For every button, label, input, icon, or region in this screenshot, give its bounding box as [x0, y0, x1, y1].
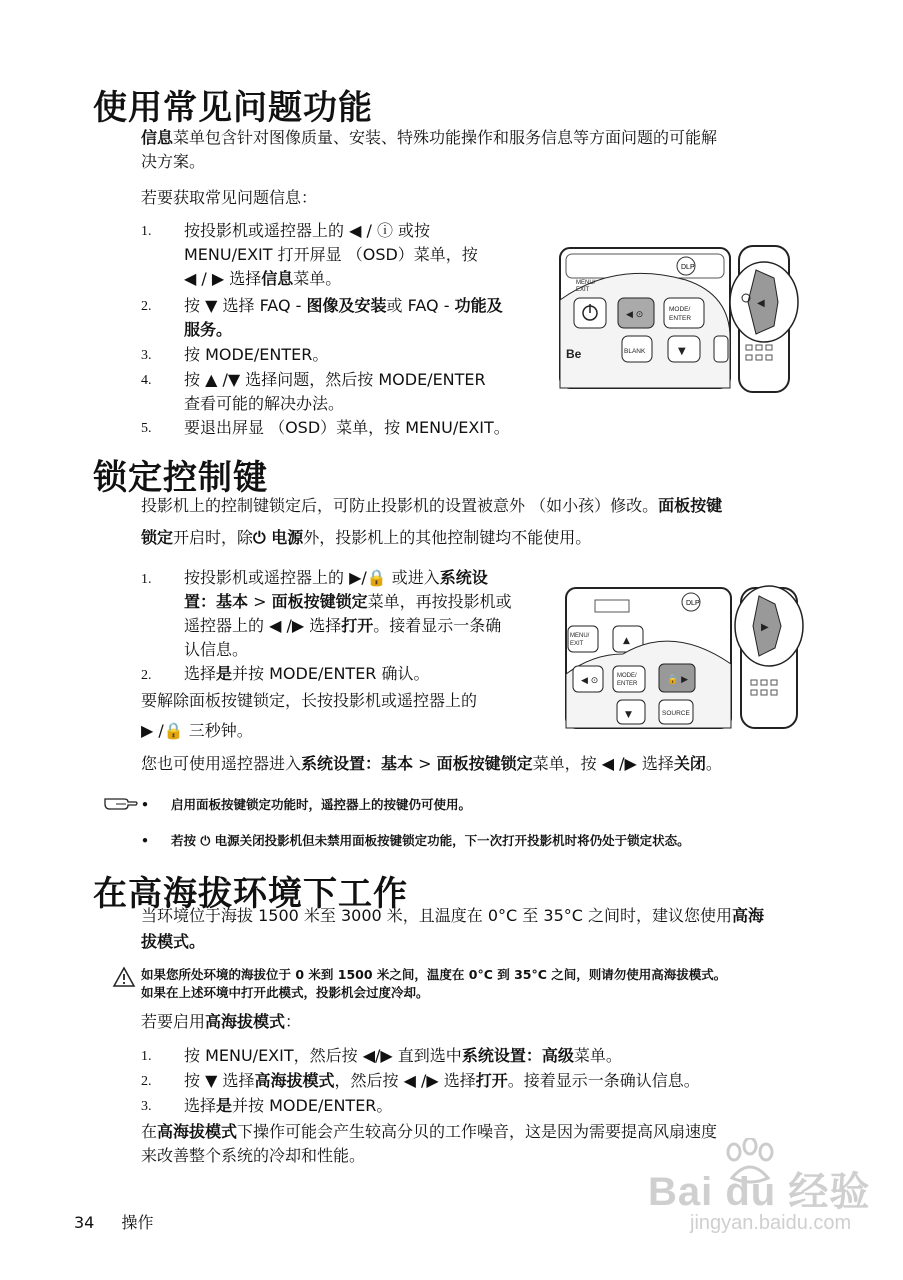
projector-panel-figure-2 — [563, 584, 813, 734]
footer-label: 操作 — [121, 1213, 154, 1232]
step-number: 1. — [141, 1049, 152, 1064]
remote-unlock-text: 您也可使用遥控器进入系统设置：基本 > 面板按键锁定菜单，按 ◀ /▶ 选择关闭。 — [141, 754, 722, 773]
lock-step-2: 选择是并按 MODE/ENTER 确认。 — [184, 664, 430, 683]
altitude-closing: 在高海拔模式下操作可能会产生较高分贝的工作噪音，这是因为需要提高风扇速度 来改善整个系统的冷却和性能。 — [141, 1122, 718, 1165]
step-number: 3. — [141, 1099, 152, 1114]
faq-step-5: 要退出屏显 （OSD）菜单，按 MENU/EXIT。 — [184, 418, 510, 437]
altitude-warning: 如果您所处环境的海拔位于 0 米到 1500 米之间，温度在 0°C 到 35°C 之间，则请勿使用高海拔模式。 如果在上述环境中打开此模式，投影机会过度冷却。 — [141, 967, 727, 1000]
altitude-intro: 当环境位于海拔 1500 米至 3000 米，且温度在 0°C 至 35°C 之间时，建议您使用高海 拔模式。 — [141, 906, 765, 951]
unlock-instructions: 要解除面板按键锁定，长按投影机或遥控器上的 ▶ /🔒 三秒钟。 — [141, 691, 478, 740]
svg-text:EXIT: EXIT — [576, 287, 590, 293]
faq-step-1: 按投影机或遥控器上的 ◀ / ⓘ 或按 MENU/EXIT 打开屏显 （OSD）菜单，按 ◀ / ▶ 选择信息菜单。 — [184, 221, 478, 288]
altitude-lead: 若要启用高海拔模式： — [141, 1012, 302, 1031]
svg-text:ENTER: ENTER — [617, 681, 638, 687]
svg-text:BLANK: BLANK — [624, 348, 646, 355]
projector-panel-figure-1 — [556, 240, 816, 400]
step-number: 4. — [141, 373, 152, 388]
lock-intro: 投影机上的控制键锁定后，可防止投影机的设置被意外 （如小孩）修改。面板按键 锁定开启时，除⏻ 电源外，投影机上的其他控制键均不能使用。 — [141, 496, 723, 547]
lock-step-1: 按投影机或遥控器上的 ▶/🔒 或进入系统设 置：基本 > 面板按键锁定菜单，再按投影机或 遥控器上的 ◀ /▶ 选择打开。接着显示一条确 认信息。 — [184, 568, 512, 659]
menu-exit-button — [568, 626, 598, 652]
faq-step-3: 按 MODE/ENTER。 — [184, 345, 329, 364]
note-bullet-1: • 启用面板按键锁定功能时，遥控器上的按键仍可使用。 — [141, 797, 472, 812]
faq-intro: 信息菜单包含针对图像质量、安装、特殊功能操作和服务信息等方面问题的可能解 决方案。 — [141, 128, 718, 171]
mode-enter-button — [664, 298, 704, 328]
warning-icon — [112, 966, 136, 988]
svg-text:▼: ▼ — [625, 710, 632, 720]
svg-text:MODE/: MODE/ — [617, 673, 637, 679]
note-bullet-2: • 若按 ⏻ 电源关闭投影机但未禁用面板按键锁定功能，下一次打开投影机时将仍处于锁定状态。 — [141, 833, 690, 848]
svg-text:▲: ▲ — [623, 636, 630, 646]
svg-text:▼: ▼ — [678, 346, 686, 357]
svg-text:MENU/: MENU/ — [570, 633, 590, 639]
step-number: 1. — [141, 224, 152, 239]
faq-lead: 若要获取常见问题信息： — [141, 188, 318, 207]
svg-text:EXIT: EXIT — [570, 641, 584, 647]
step-number: 2. — [141, 1074, 152, 1089]
svg-text:MENU/: MENU/ — [576, 280, 596, 286]
faq-step-2: 按 ▼ 选择 FAQ - 图像及安装或 FAQ - 功能及 服务。 — [184, 296, 503, 339]
section-title-lock: 锁定控制键 — [93, 458, 268, 498]
step-number: 5. — [141, 421, 152, 436]
watermark-brand: Bai du 经验 — [648, 1170, 871, 1214]
svg-text:SOURCE: SOURCE — [662, 710, 690, 717]
dlp-logo: DLP — [681, 264, 695, 271]
svg-text:▶: ▶ — [761, 622, 769, 633]
page-number: 34 — [74, 1213, 95, 1232]
pointing-hand-icon — [104, 793, 138, 811]
altitude-step-2: 按 ▼ 选择高海拔模式，然后按 ◀ /▶ 选择打开。接着显示一条确认信息。 — [184, 1071, 700, 1090]
step-number: 2. — [141, 668, 152, 683]
svg-text:◀ ⊙: ◀ ⊙ — [626, 310, 644, 320]
altitude-step-3: 选择是并按 MODE/ENTER。 — [184, 1096, 393, 1115]
svg-text:ENTER: ENTER — [669, 315, 692, 322]
watermark-url: jingyan.baidu.com — [690, 1212, 852, 1234]
svg-text:MODE/: MODE/ — [669, 306, 691, 313]
step-number: 3. — [141, 348, 152, 363]
svg-text:🔒 ▶: 🔒 ▶ — [667, 675, 688, 685]
svg-text:◀: ◀ — [757, 298, 765, 309]
step-number: 1. — [141, 572, 152, 587]
section-title-high-altitude: 在高海拔环境下工作 — [93, 874, 408, 914]
mode-enter-button — [613, 666, 645, 692]
page-footer — [74, 1210, 153, 1233]
faq-step-4: 按 ▲ /▼ 选择问题，然后按 MODE/ENTER 查看可能的解决办法。 — [184, 370, 486, 413]
section-title-faq: 使用常见问题功能 — [93, 88, 373, 128]
svg-text:◀ ⊙: ◀ ⊙ — [581, 676, 599, 686]
power-icon: ⏻ — [253, 528, 266, 547]
svg-text:DLP: DLP — [686, 600, 700, 607]
altitude-step-1: 按 MENU/EXIT，然后按 ◀/▶ 直到选中系统设置：高级菜单。 — [184, 1046, 622, 1065]
step-number: 2. — [141, 299, 152, 314]
svg-text:Be: Be — [566, 347, 582, 361]
